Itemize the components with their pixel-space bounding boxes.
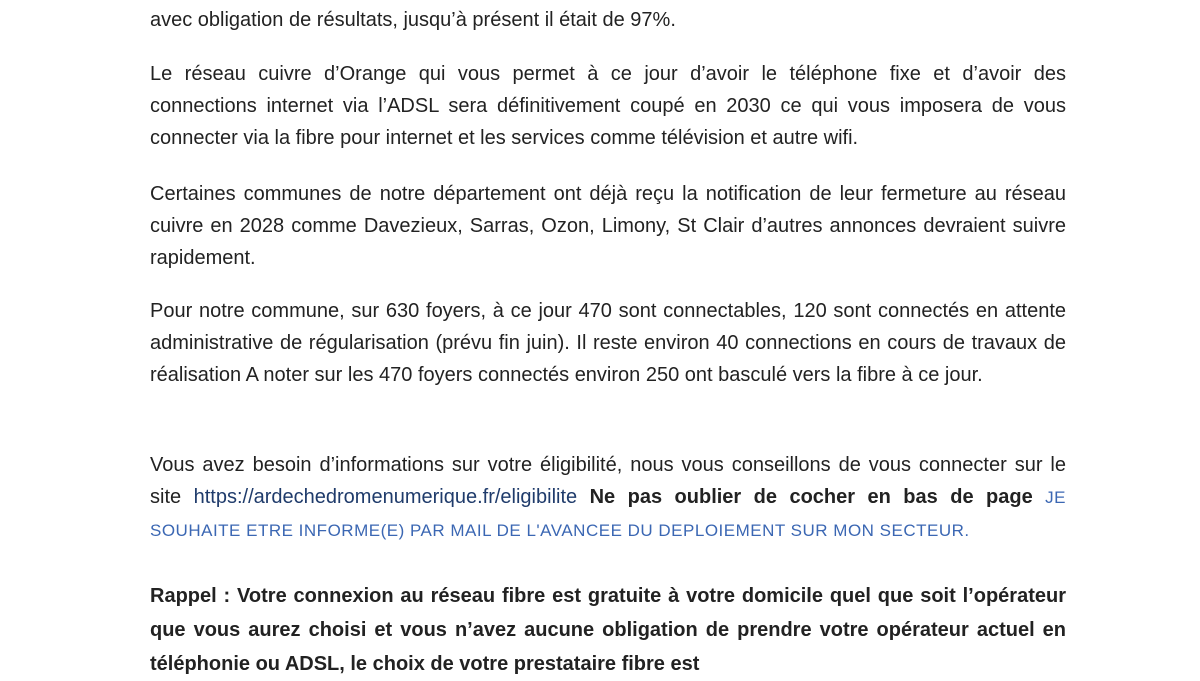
paragraph-copper-network: Le réseau cuivre d’Orange qui vous permet à ce jour d’avoir le téléphone fixe et d’avoir des connections internet via l’ADSL sera définitivement coupé en 2030 ce qui vous imposera de vous connecter via la fibre pour internet et les services comme télévision et autre wifi. bbox=[150, 63, 1066, 149]
paragraph-communes-closure: Certaines communes de notre département ont déjà reçu la notification de leur fermeture au réseau cuivre en 2028 comme Davezieux, Sarras, Ozon, Limony, St Clair d’autres annonces devraient suivre rapidement. bbox=[150, 183, 1066, 269]
paragraph-commune-stats: Pour notre commune, sur 630 foyers, à ce jour 470 sont connectables, 120 sont connectés en attente administrative de régularisation (prévu fin juin). Il reste environ 40 connections en cours de travaux de réalisation A noter sur les 470 foyers connectés environ 250 ont basculé vers la fibre à ce jour. bbox=[150, 300, 1066, 386]
paragraph-top-line: avec obligation de résultats, jusqu’à présent il était de 97%. bbox=[150, 9, 676, 31]
eligibility-bold-note: Ne pas oublier de cocher en bas de page bbox=[577, 486, 1046, 508]
paragraph-eligibility bbox=[150, 449, 1066, 547]
eligibility-link[interactable]: https://ardechedromenumerique.fr/eligibilite bbox=[193, 486, 578, 508]
eligibility-intro-text: Vous avez besoin d’informations sur votre éligibilité, nous vous conseillons de vous connecter sur le site bbox=[150, 454, 1066, 508]
eligibility-checkbox-label: JE SOUHAITE ETRE INFORME(E) PAR MAIL DE L'AVANCEE DU DEPLOIEMENT SUR MON SECTEUR. bbox=[150, 488, 1067, 540]
paragraph-reminder: Rappel : Votre connexion au réseau fibre est gratuite à votre domicile quel que soit l’opérateur que vous aurez choisi et vous n’avez aucune obligation de prendre votre opérateur actuel en téléphonie ou ADSL, le choix de votre prestataire fibre est bbox=[150, 585, 1066, 675]
